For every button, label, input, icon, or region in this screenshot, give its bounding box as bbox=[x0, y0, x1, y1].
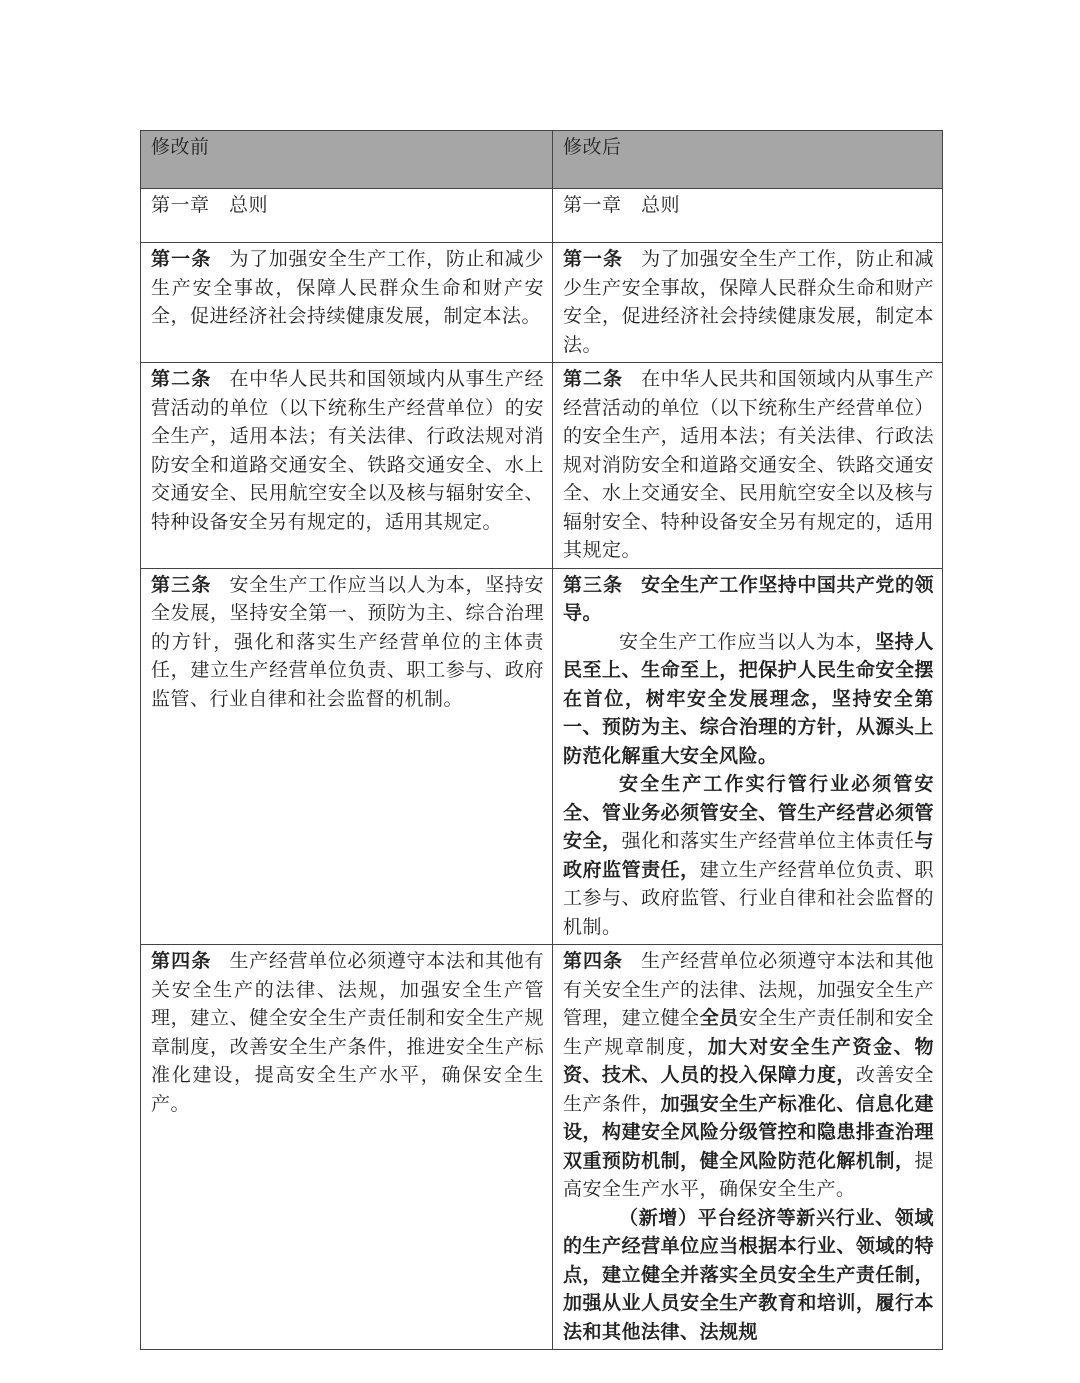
article-text: 为了加强安全生产工作，防止和减少生产安全事故，保障人民群众生命和财产安全，促进经济社会持续健康发展，制定本法。 bbox=[151, 248, 544, 327]
article-number: 第二条 bbox=[151, 368, 212, 390]
article-2-before bbox=[141, 363, 553, 569]
article-number: 第四条 bbox=[151, 950, 212, 972]
article-4-after bbox=[553, 945, 943, 1350]
article-number: 第一条 bbox=[563, 248, 624, 270]
article-text: 生产经营单位必须遵守本法和其他有关安全生产的法律、法规，加强安全生产管理，建立健全 bbox=[563, 950, 934, 1029]
article-text: 安全生产责任制和安全生产规章制度， bbox=[563, 1007, 934, 1058]
article-text: 生产经营单位必须遵守本法和其他有关安全生产的法律、法规，加强安全生产管理，建立、健全安全生产责任制和安全生产规章制度，改善安全生产条件，推进安全生产标准化建设，提高安全生产水平，确保安全生产。 bbox=[151, 950, 544, 1115]
chapter-after: 第一章 总则 bbox=[553, 189, 943, 243]
article-4-before bbox=[141, 945, 553, 1350]
header-after: 修改后 bbox=[553, 131, 943, 189]
article-text: 改善安全生产条件， bbox=[563, 1064, 934, 1115]
new-text: 加大对安全生产资金、物资、技术、人员的投入保障力度， bbox=[563, 1035, 934, 1086]
paragraph bbox=[563, 628, 934, 771]
article-text: 安全生产工作应当以人为本，坚持安全发展，坚持安全第一、预防为主、综合治理的方针，强化和落实生产经营单位的主体责任，建立生产经营单位负责、职工参与、政府监管、行业自律和社会监督的机制。 bbox=[151, 573, 544, 710]
article-number: 第三条 bbox=[563, 573, 624, 596]
article-text: 为了加强安全生产工作，防止和减少生产安全事故，保障人民群众生命和财产安全，促进经济社会持续健康发展，制定本法。 bbox=[563, 248, 934, 356]
chapter-row bbox=[141, 189, 943, 243]
paragraph: （新增）平台经济等新兴行业、领域的生产经营单位应当根据本行业、领域的特点，建立健全并落实全员安全生产责任制，加强从业人员安全生产教育和培训，履行本法和其他法律、法规规 bbox=[563, 1206, 934, 1343]
article-row-4 bbox=[141, 945, 943, 1350]
article-3-before bbox=[141, 568, 553, 945]
article-1-before bbox=[141, 243, 553, 363]
article-number: 第四条 bbox=[563, 950, 624, 972]
article-2-after bbox=[553, 363, 943, 569]
article-number: 第二条 bbox=[563, 368, 624, 390]
article-text: 强化和落实生产经营单位主体责任 bbox=[621, 830, 915, 852]
new-text: 与政府监管责任， bbox=[563, 830, 934, 881]
article-number: 第三条 bbox=[151, 573, 212, 596]
chapter-before: 第一章 总则 bbox=[141, 189, 553, 243]
comparison-table bbox=[140, 130, 943, 1350]
new-text: 加强安全生产标准化、信息化建设，构建安全风险分级管控和隐患排查治理双重预防机制，健全风险防范化解机制， bbox=[563, 1092, 934, 1172]
article-text: 在中华人民共和国领域内从事生产经营活动的单位（以下统称生产经营单位）的安全生产，适用本法；有关法律、行政法规对消防安全和道路交通安全、铁路交通安全、水上交通安全、民用航空安全以及核与辐射安全、特种设备安全另有规定的，适用其规定。 bbox=[563, 368, 934, 561]
article-number: 第一条 bbox=[151, 248, 212, 270]
new-text: 坚持人民至上、生命至上，把保护人民生命安全摆在首位，树牢安全发展理念，坚持安全第一、预防为主、综合治理的方针，从源头上防范化解重大安全风险。 bbox=[563, 630, 934, 767]
new-text: 安全生产工作坚持中国共产党的领导。 bbox=[563, 573, 934, 624]
article-text: 安全生产工作应当以人为本， bbox=[619, 630, 876, 653]
article-row-1 bbox=[141, 243, 943, 363]
article-3-after bbox=[553, 568, 943, 945]
new-text: 全员 bbox=[699, 1007, 739, 1029]
article-1-after bbox=[553, 243, 943, 363]
header-before: 修改前 bbox=[141, 131, 553, 189]
article-text: 建立生产经营单位负责、职工参与、政府监管、行业自律和社会监督的机制。 bbox=[563, 858, 934, 938]
paragraph bbox=[563, 770, 934, 941]
paragraph bbox=[563, 947, 934, 1204]
article-row-3 bbox=[141, 568, 943, 945]
article-text: 在中华人民共和国领域内从事生产经营活动的单位（以下统称生产经营单位）的安全生产，适用本法；有关法律、行政法规对消防安全和道路交通安全、铁路交通安全、水上交通安全、民用航空安全以及核与辐射安全、特种设备安全另有规定的，适用其规定。 bbox=[151, 368, 544, 533]
paragraph bbox=[563, 571, 934, 628]
article-text: 提高安全生产水平，确保安全生产。 bbox=[563, 1149, 934, 1200]
header-row bbox=[141, 131, 943, 189]
new-text: 安全生产工作实行管行业必须管安全、管业务必须管安全、管生产经营必须管安全， bbox=[563, 773, 934, 852]
article-row-2 bbox=[141, 363, 943, 569]
